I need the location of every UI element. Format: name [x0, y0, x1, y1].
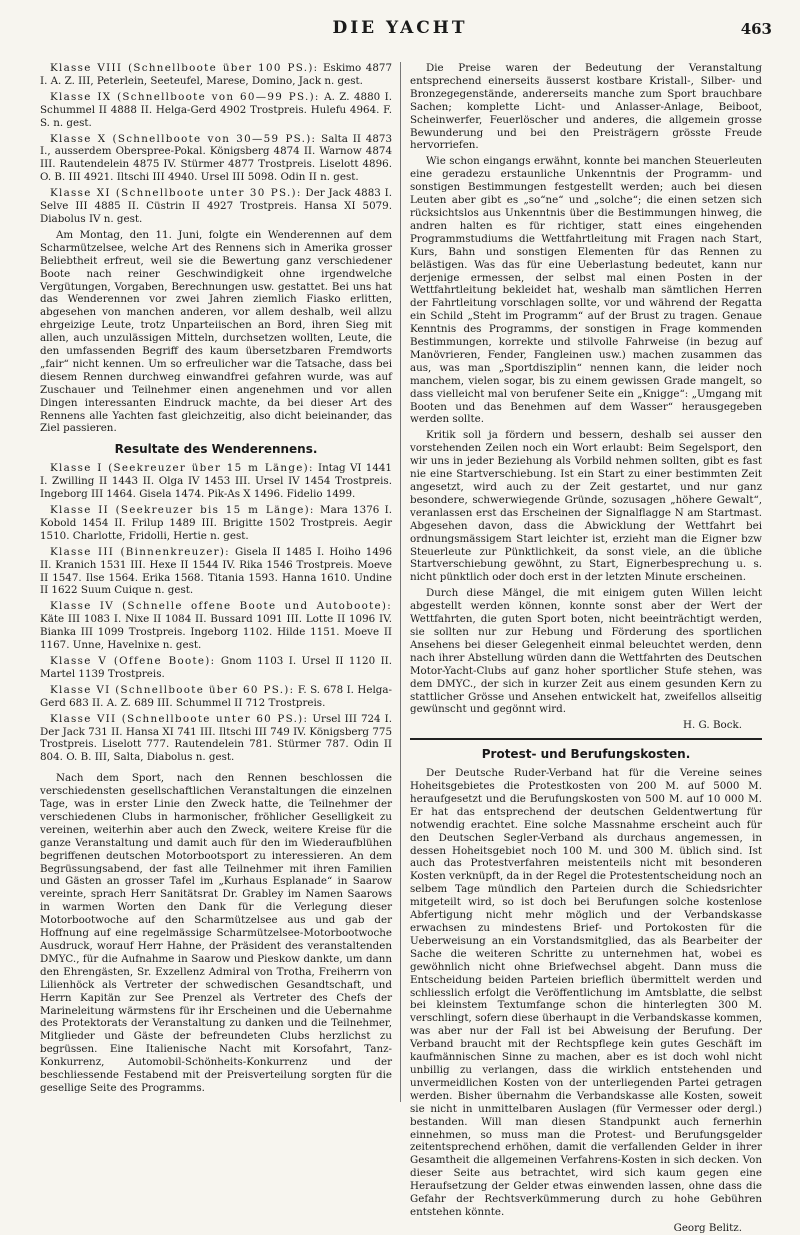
klasse-entry: Klasse X (Schnellboote von 30—59 PS.): Salta II 4873 I., ausserdem Oberspree-Pokal. Königsberg 4874 II. Warnow 4874 III. Rautendelein 4875 IV. Stürmer 4877 Trostpreis. Liselott 4896. O. B. III 4921. Iltschi III 4940. Ursel III 5098. Odin II n. gest.: [40, 132, 392, 184]
klasse-entry: Klasse VIII (Schnellboote über 100 PS.): Eskimo 4877 I. A. Z. III, Peterlein, Seeteufel, Marese, Domino, Jack n. gest.: [40, 62, 392, 87]
article-paragraph: Die Preise waren der Bedeutung der Veranstaltung entsprechend einerseits äusserst kostbare Kristall-, Silber- und Bronzegegenstände, andererseits manche zum Sport brauchbare Sachen; komplette Licht- und Anlasser-Anlage, Beiboot, Scheinwerfer, Feuerlöscher und anderes, die allgemein grosse Bewunderung und bei den Preisträgern grösste Freude hervorriefen.: [410, 62, 762, 152]
section-divider: [410, 738, 762, 740]
klasse-entry: Klasse XI (Schnellboote unter 30 PS.): Der Jack 4883 I. Selve III 4885 II. Cüstrin II 4927 Trostpreis. Hansa XI 5079. Diabolus IV n. gest.: [40, 187, 392, 225]
right-column: [410, 62, 762, 1234]
article-paragraph: Kritik soll ja fördern und bessern, deshalb sei ausser den vorstehenden Zeilen noch ein Wort erlaubt: Beim Segelsport, den wir uns in jeder Beziehung als Vorbild nehmen sollten, gibt es fast nie eine Startverschiebung. Ist ein Start zu einer bestimmten Zeit angesetzt, wird auch zu der Zeit gestartet, und nur ganz besondere, schwerwiegende Gründe, sozusagen „höhere Gewalt“, veranlassen erst das Erscheinen der Signalflagge N am Startmast. Abgesehen davon, dass die Abwicklung der Wettfahrt bei ordnungsmässigem Start leichter ist, erzieht man die Eigner bzw Steuerleute zur Pünktlichkeit, da sonst viele, an die übliche Startverschiebung gewöhnt, zu Start, Eignerbesprechung u. s. nicht pünktlich oder doch erst in der letzten Minute erscheinen.: [410, 429, 762, 584]
author-signature: H. G. Bock.: [683, 719, 742, 732]
klasse-entry: Klasse V (Offene Boote): Gnom 1103 I. Ursel II 1120 II. Martel 1139 Trostpreis.: [40, 654, 392, 680]
section-heading-protest: Protest- und Berufungskosten.: [481, 747, 691, 762]
page-header: [0, 0, 800, 44]
left-column: [40, 62, 392, 1102]
klasse-entry: Klasse VII (Schnellboote unter 60 PS.): Ursel III 724 I. Der Jack 731 II. Hansa XI 741 III. Iltschi III 749 IV. Königsberg 775 Trostpreis. Liselott 777. Rautendelein 781. Stürmer 787. Odin II 804. O. B. III, Salta, Diabolus n. gest.: [40, 712, 393, 764]
klasse-entry: Klasse IV (Schnelle offene Boote und Autoboote): Käte III 1083 I. Nixe II 1084 II. Bussard 1091 III. Lotte II 1096 IV. Bianka III 1099 Trostpreis. Ingeborg 1102. Hilde 1151. Moeve II 1167. Unne, Havelnixe n. gest.: [40, 600, 392, 652]
author-signature: Georg Belitz.: [673, 1221, 742, 1234]
magazine-title: DIE YACHT: [332, 18, 468, 38]
klasse-entry: Klasse VI (Schnellboote über 60 PS.): F. S. 678 I. Helga-Gerd 683 II. A. Z. 689 III. Schummel II 712 Trostpreis.: [40, 683, 392, 709]
klasse-entry: Klasse III (Binnenkreuzer): Gisela II 1485 I. Hoiho 1496 II. Kranich 1531 III. Hexe II 1544 IV. Rika 1546 Trostpreis. Moeve II 1547. Ilse 1564. Erika 1568. Titania 1593. Hanna 1610. Undine II 1622 Suum Cuique n. gest.: [40, 545, 392, 597]
page-number: 463: [740, 20, 772, 38]
section-heading-results: Resultate des Wenderennens.: [114, 442, 318, 457]
article-paragraph: Wie schon eingangs erwähnt, konnte bei manchen Steuerleuten eine geradezu erstaunliche Unkenntnis der Programm- und sonstigen Bestimmungen festgestellt werden; auch bei diesen Leuten aber gibt es „so“ne“ und „solche“; die einen setzen sich rücksichtslos aus Unkenntnis über die Bestimmungen hinweg, die andren halten es für richtiger, statt eines eingehenden Programmstudiums die Wettfahrtleitung mit Fragen nach Start, Kurs, Bahn und sonstigen Elementen für das Rennen zu belästigen. Was das für eine Ueberlastung bedeutet, kann nur derjenige ermessen, der selbst mal einen Posten in der Wettfahrtleitung bekleidet hat, weshalb man sämtlichen Herren der Fahrtleitung vorschlagen sollte, vor und während der Regatta ein Schild „Steht im Programm“ auf der Brust zu tragen. Genaue Kenntnis des Programms, der sonstigen in Frage kommenden Bestimmungen, korrekte und stilvolle Fahrweise (in bezug auf Manövrieren, Fender, Fangleinen usw.) machen zusammen das aus, was man „Sportdisziplin“ nennen kann, die leider noch manchem, vielen sogar, bis zu einem gewissen Grade mangelt, so dass vielleicht mal von berufener Seite ein „Knigge“: „Umgang mit Booten und das Benehmen auf dem Wasser“ herausgegeben werden sollte.: [410, 155, 762, 426]
article-paragraph: Nach dem Sport, nach den Rennen beschlossen die verschiedensten gesellschaftlichen Veranstaltungen die einzelnen Tage, was in erster Linie den Zweck hatte, die Teilnehmer der verschiedenen Clubs in harmonischer, fröhlicher Geselligkeit zu vereinen, weiterhin aber auch den Zweck, weitere Kreise für die ganze Veranstaltung und damit auch für den im Wiederaufblühen begriffenen deutschen Motorbootsport zu interessieren. An dem Begrüssungsabend, der fast alle Teilnehmer mit ihren Familien und Gästen an grosser Tafel im „Kurhaus Esplanade“ in Saarow vereinte, sprach Herr Sanitätsrat Dr. Grabley im Namen Saarows in warmen Worten den Dank für die Verlegung dieser Motorbootwoche auf den Scharmützelsee aus und gab der Hoffnung auf eine regelmässige Scharmützelsee-Motorbootwoche Ausdruck, worauf Herr Hahne, der Präsident des veranstaltenden DMYC., für die Aufnahme in Saarow und Pieskow dankte, um dann den Ehrengästen, Sr. Exzellenz Admiral von Trotha, Freiherrn von Lilienhöck als Vertreter der schwedischen Gesandtschaft, und Herrn Kapitän zur See Prenzel als Vertreter des Chefs der Marineleitung wärmstens für ihr Erscheinen und die Uebernahme des Protektorats der Veranstaltung zu danken und die Teilnehmer, Mitglieder und Gäste der befreundeten Clubs herzlichst zu begrüssen. Eine Italienische Nacht mit Korsofahrt, Tanz-Konkurrenz, Automobil-Schönheits-Konkurrenz und der beschliessende Festabend mit der Preisverteilung sorgten für die gesellige Seite des Programms.: [40, 772, 392, 1094]
klasse-entry: Klasse II (Seekreuzer bis 15 m Länge): Mara 1376 I. Kobold 1454 II. Frilup 1489 III. Brigitte 1502 Trostpreis. Aegir 1510. Charlotte, Fridolli, Hertie n. gest.: [40, 504, 392, 542]
klasse-entry: Klasse I (Seekreuzer über 15 m Länge): Intag VI 1441 I. Zwilling II 1443 II. Olga IV 1453 III. Ursel IV 1454 Trostpreis. Ingeborg III 1464. Gisela 1474. Pik-As X 1496. Fidelio 1499.: [40, 462, 392, 501]
klasse-entry: Klasse IX (Schnellboote von 60—99 PS.): A. Z. 4880 I. Schummel II 4888 II. Helga-Gerd 4902 Trostpreis. Hulefu 4964. F. S. n. gest.: [40, 90, 393, 129]
article-paragraph: Am Montag, den 11. Juni, folgte ein Wenderennen auf dem Scharmützelsee, welche Art des Rennens sich in Amerika grosser Beliebtheit erfreut, weil sie die Bewertung ganz verschiedener Boote nach reiner Geschwindigkeit ohne irgendwelche Vergütungen, Vorgaben, Berechnungen usw. gestattet. Bei uns hat das Wenderennen vor zwei Jahren ziemlich Fiasko erlitten, abgesehen von manchen anderen, vor allem deshalb, weil allzu ehrgeizige Leute, trotz Unparteiischen an Bord, ihren Sieg mit allen, auch unzulässigen Mitteln, durchsetzen wollten, Leute, die den umfassenden Begriff des kaum übersetzbaren Fremdworts „fair“ nicht kennen. Um so erfreulicher war die Tatsache, dass bei diesem Rennen durchweg einwandfrei gefahren wurde, was auf Zuschauer und Teilnehmer einen angenehmen und vor allen Dingen interessanten Eindruck machte, da bei dieser Art des Rennens alle Yachten fast gleichzeitig, also dicht beieinander, das Ziel passieren.: [40, 228, 392, 435]
column-rule: [400, 62, 401, 1102]
article-paragraph: Der Deutsche Ruder-Verband hat für die Vereine seines Hoheitsgebietes die Protestkosten von 200 M. auf 5000 M. heraufgesetzt und die Berufungskosten von 500 M. auf 10 000 M. Er hat das entsprechend der deutschen Geldentwertung für notwendig erachtet. Eine solche Massnahme erscheint auch für den Deutschen Segler-Verband als durchaus angemessen, in dessen Hoheitsgebiet noch 100 M. und 300 M. üblich sind. Ist auch das Protestverfahren meistenteils nicht mit besonderen Kosten verknüpft, da in der Regel die Protestentscheidung noch an selbem Tage mündlich den Parteien durch die Schiedsrichter mitgeteilt wird, so ist doch bei Berufungen solche kostenlose Abfertigung nicht mehr möglich und der Verbandskasse erwachsen zu mindestens Brief- und Portokosten für die Ueberweisung an ein Vorstandsmitglied, das als Bearbeiter der Sache die weiteren Schritte zu unternehmen hat, wobei es gewöhnlich nicht ohne Briefwechsel abgeht. Dann muss die Entscheidung beiden Parteien brieflich übermittelt werden und schliesslich erfolgt die Veröffentlichung im Amtsblatte, die selbst bei kleinstem Textumfange schon die hinterlegten 300 M. verschlingt, sofern diese überhaupt in die Verbandskasse kommen, was aber nur der Fall ist bei Abweisung der Berufung. Der Verband braucht mit der Rechtspflege kein gutes Geschäft im kaufmännischen Sinne zu machen, aber es ist doch wohl nicht unbillig zu verlangen, dass die wirklich entstehenden und unvermeidlichen Kosten von der unterliegenden Partei getragen werden. Bisher übernahm die Verbandskasse alle Kosten, soweit sie nicht in unmittelbaren Auslagen (für Vermesser oder dergl.) bestanden. Will man diesen Standpunkt auch fernerhin einnehmen, so muss man die Protest- und Berufungsgelder zeitentsprechend erhöhen, damit die verfallenden Gelder in ihrer Gesamtheit die allgemeinen Verfahrens-Kosten in sich decken. Von dieser Seite aus betrachtet, wird sich kaum gegen eine Heraufsetzung der Gelder etwas einwenden lassen, ohne dass die Gefahr der Rechtsverkümmerung durch zu hohe Gebühren entstehen könnte.: [410, 767, 762, 1218]
article-paragraph: Durch diese Mängel, die mit einigem guten Willen leicht abgestellt werden können, konnte sonst aber der Wert der Wettfahrten, die guten Sport boten, nicht beeinträchtigt werden, sie sollten nur zur Hebung und Förderung des sportlichen Ansehens bei dieser Gelegenheit einmal beleuchtet werden, denn nach ihrer Abstellung würden dann die Wettfahrten des Deutschen Motor-Yacht-Clubs auf ganz hoher sportlicher Stufe stehen, was dem DMYC., der sich in kurzer Zeit aus einem gesunden Kern zu stattlicher Grösse und Ansehen entwickelt hat, zweifellos allseitig gewünscht und gegönnt wird.: [410, 587, 762, 716]
